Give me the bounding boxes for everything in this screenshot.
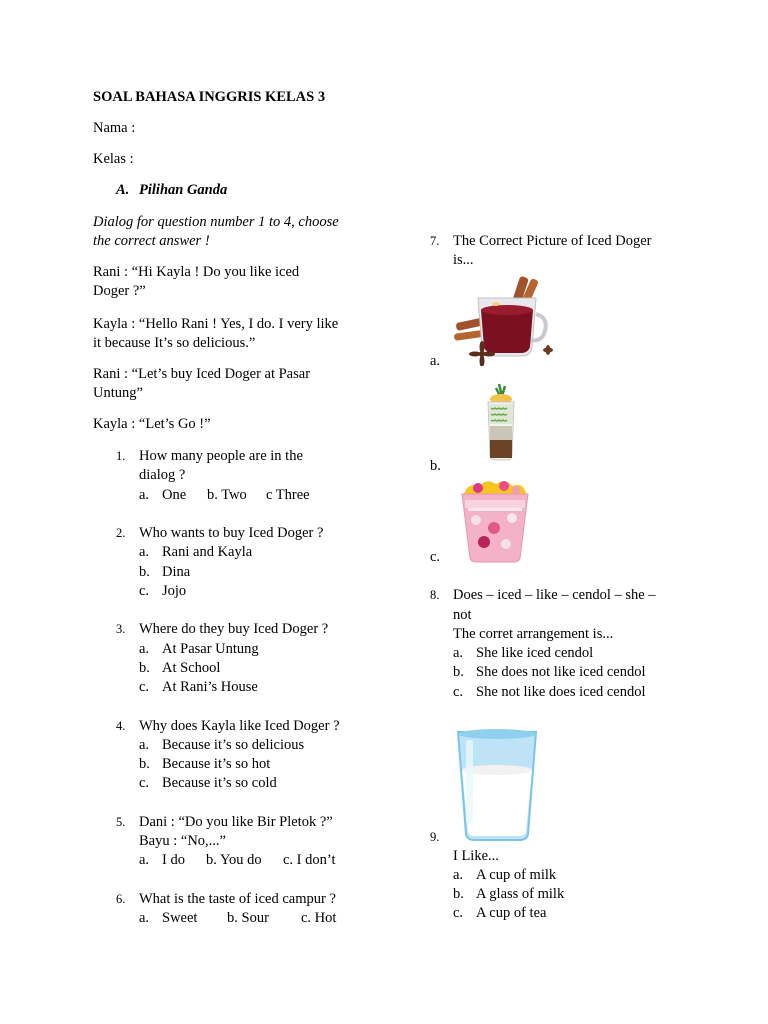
question-text: Where do they buy Iced Doger ? [139,621,329,637]
question-text: What is the taste of iced campur ? [139,891,336,907]
option-letter: c. [453,905,464,921]
option-text: A cup of tea [476,905,547,921]
question-number: 9. [430,830,440,844]
option-text: b. You do [206,852,262,868]
option-letter: a. [139,737,150,753]
option-text: A cup of milk [476,867,557,883]
option-text: Sweet [162,910,198,926]
option-text: At School [162,660,221,676]
question-text: I Like... [453,848,499,864]
dialog-line: Doger ?” [93,283,146,299]
option-text: Dina [162,564,191,580]
option-letter: a. [139,910,150,926]
spiced-drink-picture [452,268,558,366]
option-letter: a. [430,353,441,369]
option-letter: a. [139,544,150,560]
question-text: not [453,607,472,623]
question-number: 7. [430,234,440,248]
dialog-line: Kayla : “Let’s Go !” [93,416,211,432]
iced-fruit-cup-picture [456,478,534,564]
kelas-label: Kelas : [93,151,134,167]
nama-label: Nama : [93,120,136,136]
option-letter: c. [430,549,441,565]
option-text: At Rani’s House [162,679,258,695]
cendol-glass-picture [482,382,520,462]
question-text: How many people are in the [139,448,303,464]
question-text: The corret arrangement is... [453,626,614,642]
glass-of-milk-picture [454,726,540,842]
option-letter: a. [139,487,150,503]
option-letter: b. [139,564,150,580]
question-text: is... [453,252,474,268]
option-text: Because it’s so cold [162,775,277,791]
option-text: b. Sour [227,910,269,926]
question-number: 5. [116,815,126,829]
option-text: c. I don’t [283,852,336,868]
option-text: She not like does iced cendol [476,684,646,700]
dialog-line: Rani : “Let’s buy Iced Doger at Pasar [93,366,311,382]
question-text: The Correct Picture of Iced Doger [453,233,652,249]
question-text: Bayu : “No,...” [139,833,226,849]
option-letter: a. [139,852,150,868]
option-letter: b. [139,756,150,772]
question-number: 6. [116,892,126,906]
option-text: b. Two [207,487,247,503]
question-text: Dani : “Do you like Bir Pletok ?” [139,814,333,830]
dialog-line: Rani : “Hi Kayla ! Do you like iced [93,264,300,280]
question-number: 3. [116,622,126,636]
intro-line-2: the correct answer ! [93,233,210,249]
question-text: dialog ? [139,467,186,483]
question-text: Does – iced – like – cendol – she – [453,587,656,603]
question-text: Who wants to buy Iced Doger ? [139,525,324,541]
question-text: Why does Kayla like Iced Doger ? [139,718,340,734]
option-text: Because it’s so delicious [162,737,305,753]
option-letter: b. [453,664,464,680]
question-number: 2. [116,526,126,540]
option-letter: a. [139,641,150,657]
page-title: SOAL BAHASA INGGRIS KELAS 3 [93,89,326,105]
dialog-line: it because It’s so delicious.” [93,335,256,351]
intro-line-1: Dialog for question number 1 to 4, choose [93,214,339,230]
option-text: Jojo [162,583,187,599]
section-title: Pilihan Ganda [139,182,228,198]
option-letter: c. [139,775,150,791]
option-text: One [162,487,187,503]
option-letter: b. [139,660,150,676]
dialog-line: Untung” [93,385,143,401]
section-letter: A. [116,182,130,198]
option-letter: c. [453,684,464,700]
option-letter: b. [453,886,464,902]
question-number: 8. [430,588,440,602]
option-letter: c. [139,679,150,695]
option-text: I do [162,852,185,868]
option-letter: a. [453,867,464,883]
option-text: At Pasar Untung [162,641,259,657]
option-text: A glass of milk [476,886,565,902]
option-letter: a. [453,645,464,661]
option-letter: c. [139,583,150,599]
option-text: c. Hot [301,910,337,926]
option-text: She does not like iced cendol [476,664,646,680]
question-number: 4. [116,719,126,733]
option-text: She like iced cendol [476,645,594,661]
option-text: Because it’s so hot [162,756,271,772]
option-text: c Three [266,487,310,503]
dialog-line: Kayla : “Hello Rani ! Yes, I do. I very like [93,316,339,332]
question-number: 1. [116,449,126,463]
option-letter: b. [430,458,441,474]
option-text: Rani and Kayla [162,544,253,560]
